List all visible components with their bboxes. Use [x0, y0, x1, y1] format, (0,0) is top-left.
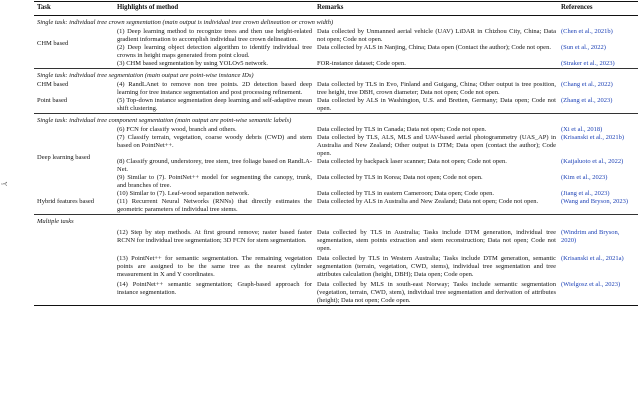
remark-cell: FOR-instance dataset; Code open.: [317, 60, 406, 67]
highlight-cell: (13) PointNet++ for semantic segmentation. The remaining vegetation points are assigned to be the same tree as the nearest cylinder measurement in X and Y coordinates.: [117, 255, 312, 278]
reference-link[interactable]: (Sun et al., 2022): [561, 44, 606, 51]
section-title: Single task: individual tree component segmentation (main output are point-wise semantic labels): [34, 114, 638, 127]
header-references: References: [558, 2, 638, 16]
highlight-cell: (5) Top-down instance segmentation deep learning and self-adaptive mean shift clustering.: [117, 97, 312, 112]
section-title: Single task: individual tree crown segmentation (main output is individual tree crown delineation or crown width): [37, 19, 334, 26]
page-side-mark: Â: [3, 181, 9, 186]
reference-link[interactable]: (Chen et al., 2021b): [561, 28, 613, 35]
remark-cell: Data collected by TLS in eastern Cameroon; Data open; Code open.: [317, 190, 494, 197]
highlight-cell: (2) Deep learning object detection algorithm to identify individual tree crowns in height maps generated from point cloud.: [117, 44, 312, 59]
section-row: [34, 215, 638, 228]
reference-link[interactable]: (Krisanski et al., 2021b): [561, 134, 625, 141]
remark-cell: Data collected by ALS in Washington, U.S. and Bretten, Germany; Data open; Code not open.: [317, 97, 556, 112]
remark-cell: Data collected by TLS in Western Australia; Tasks include DTM generation, semantic segmentation (terrain, vegetation, CWD, stems), individual tree segmentation and tree attributes calculation (height, DBH); Data open; Code open.: [317, 255, 556, 278]
reference-link[interactable]: (Kaijaluoto et al., 2022): [561, 158, 624, 165]
highlight-cell: (6) FCN for classify wood, branch and others.: [117, 126, 237, 133]
header-highlights: Highlights of method: [114, 2, 314, 16]
highlight-cell: (14) PointNet++ semantic segmentation; Graph-based approach for instance segmentation.: [114, 279, 314, 306]
table-header-row: [34, 2, 638, 16]
highlight-cell: (8) Classify ground, understorey, tree stem, tree foliage based on RandLA-Net.: [117, 158, 312, 173]
highlight-cell: (4) RandLAnet to remove non tree points. 2D detection based deep learning for tree instance segmentation and post processing refinement.: [117, 81, 312, 96]
highlight-cell: (12) Step by step methods. At first ground remove; raster based faster RCNN for individual tree segmentation; 3D FCN for stem segmentation.: [117, 229, 312, 244]
task-cell: Point based: [37, 97, 68, 104]
table-row: [34, 279, 638, 306]
reference-link[interactable]: (Wielgosz et al., 2023): [558, 279, 638, 306]
table-row: [34, 174, 638, 190]
section-row: [34, 69, 638, 82]
section-row: [34, 16, 638, 29]
reference-link[interactable]: (Chang et al., 2022): [561, 81, 613, 88]
reference-link[interactable]: (Xi et al., 2018): [561, 126, 603, 133]
header-task: Task: [34, 2, 114, 16]
reference-link[interactable]: (Zhang et al., 2023): [561, 97, 613, 104]
task-cell: CHM based: [37, 81, 69, 88]
table-row: [34, 190, 638, 198]
remark-cell: Data collected by TLS in Australia; Tasks include DTM generation, individual tree segmentation, stem points extraction and stem reconstruction; Data not open; Code not open.: [317, 229, 556, 252]
reference-link[interactable]: (Jiang et al., 2023): [561, 190, 610, 197]
remark-cell: Data collected by TLS in Evo, Finland and Guigang, China; Other output is tree position, tree height, tree DBH, crown diameter; Data not open; Code not open.: [317, 81, 556, 96]
reference-link[interactable]: (Kim et al., 2023): [561, 174, 608, 181]
remark-cell: Data collected by MLS in south-east Norway; Tasks include semantic segmentation (vegetation, terrain, CWD, stem), individual tree segmentation and derivation of attributes (height); Data not open; Code open.: [314, 279, 558, 306]
highlight-cell: (9) Similar to (7). PointNet++ model for segmenting the canopy, trunk, and branches of tree.: [117, 174, 312, 189]
remark-cell: Data collected by backpack laser scanner; Data not open; Code not open.: [317, 158, 507, 165]
highlight-cell: (11) Recurrent Neural Networks (RNNs) that directly estimates the geometric parameters of individual tree stems.: [117, 198, 312, 213]
task-cell: CHM based: [37, 40, 69, 47]
table-row: [34, 28, 638, 44]
table-row: [34, 60, 638, 69]
reference-link[interactable]: (Wang and Bryson, 2023): [561, 198, 628, 205]
table-row: [34, 198, 638, 215]
highlight-cell: (3) CHM based segmentation by using YOLOv5 network.: [117, 60, 269, 67]
table-row: [34, 126, 638, 134]
reference-link[interactable]: (Krisanski et al., 2021a): [561, 255, 624, 262]
highlight-cell: (1) Deep learning method to recognize trees and then use height-related gradient information to accomplish individual tree crown delineation.: [117, 28, 312, 43]
section-title: Single task: individual tree segmentation (main output are point-wise instance IDs): [34, 69, 638, 82]
highlight-cell: (10) Similar to (7). Leaf-wood separation network.: [117, 190, 250, 197]
remark-cell: Data collected by ALS in Australia and New Zealand; Data not open; Code not open.: [317, 198, 539, 205]
table-row: [34, 227, 638, 253]
task-cell: Hybrid features based: [37, 198, 95, 205]
table-row: [34, 158, 638, 174]
highlight-cell: (7) Classify terrain, vegetation, coarse woody debris (CWD) and stem based on PointNet++.: [117, 134, 312, 149]
reference-link[interactable]: (Straker et al., 2023): [561, 60, 615, 67]
header-remarks: Remarks: [314, 2, 558, 16]
remark-cell: Data collected by TLS in Korea; Data not open; Code not open.: [317, 174, 483, 181]
reference-link[interactable]: (Windrim and Bryson, 2020): [561, 229, 620, 244]
section-row: [34, 114, 638, 127]
section-title: Multiple tasks: [34, 215, 638, 228]
table-row: [34, 44, 638, 60]
remark-cell: Data collected by TLS, ALS, MLS and UAV-based aerial photogrammetry (UAS_AP) in Australia and New Zealand; Other output is DTM; Data open (contact the author); Code open.: [317, 134, 556, 157]
methods-table: [34, 1, 638, 306]
remark-cell: Data collected by TLS in Canada; Data not open; Code not open.: [317, 126, 487, 133]
table-row: [34, 97, 638, 114]
remark-cell: Data collected by Unmanned aerial vehicle (UAV) LiDAR in Chizhou City, China; Data not open; Code not open.: [317, 28, 556, 43]
table-row: [34, 253, 638, 279]
task-cell: Deep learning based: [37, 154, 91, 161]
table-row: [34, 81, 638, 97]
remark-cell: Data collected by ALS in Nanjing, China; Data open (Contact the author); Code not open.: [317, 44, 551, 51]
table-row: [34, 134, 638, 158]
